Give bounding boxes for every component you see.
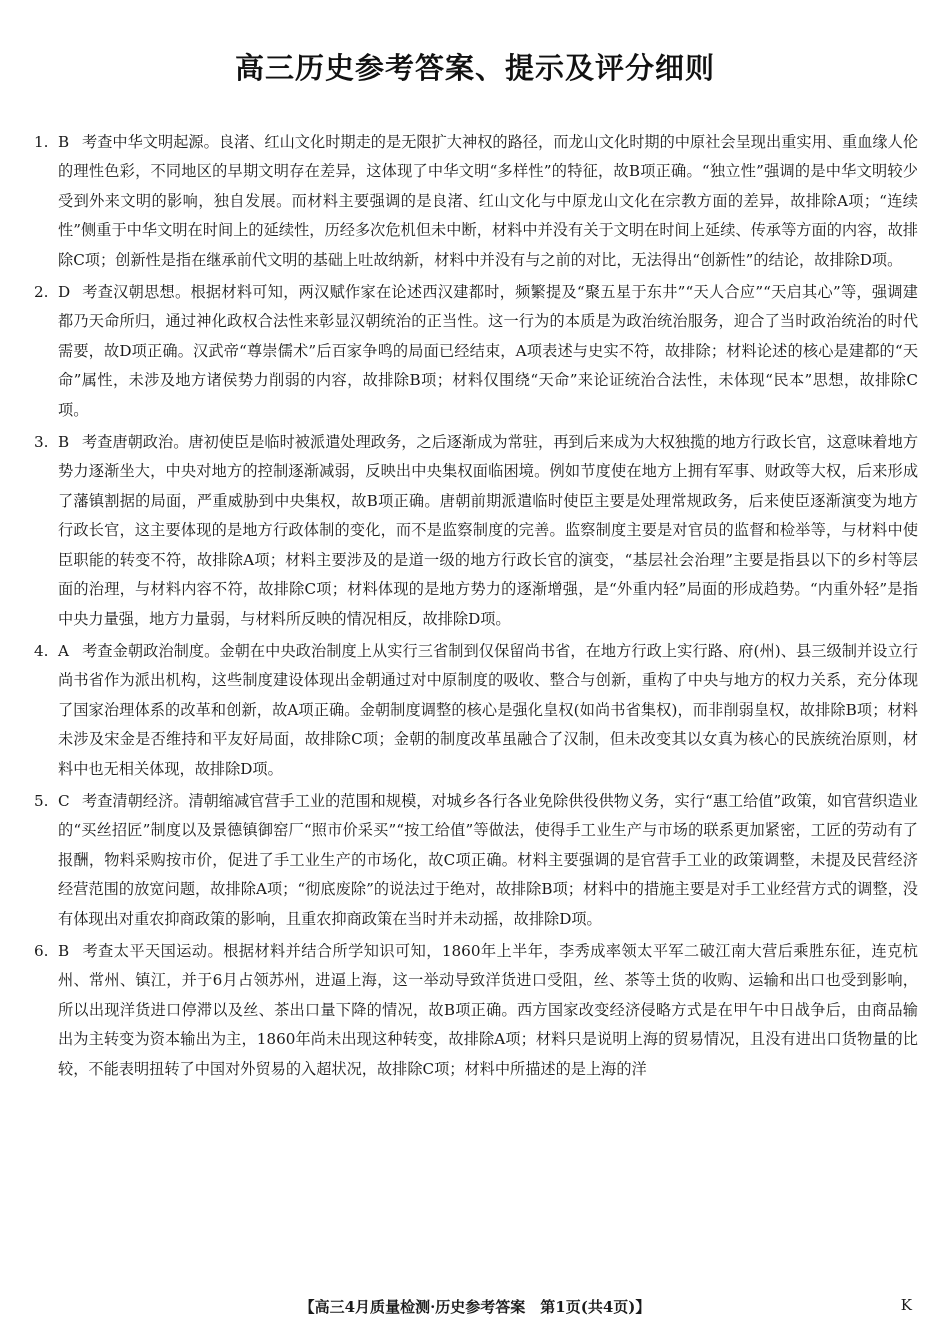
answer-item — [34, 787, 918, 934]
answer-letter: B — [58, 133, 70, 151]
explanation-text: 考查太平天国运动。根据材料并结合所学知识可知，1860年上半年，李秀成率领太平军二破江南大营后乘胜东征，连克杭州、常州、镇江，并于6月占领苏州，进逼上海，这一举动导致洋货进口受阻，丝、茶等土货的收购、运输和出口也受到影响，所以出现洋货进口停滞以及丝、茶出口量下降的情况，故B项正确。西方国家改变经济侵略方式是在甲午中日战争后，由商品输出为主转变为资本输出为主，1860年尚未出现这种转变，故排除A项；材料只是说明上海的贸易情况，且没有进出口货物量的比较，不能表明扭转了中国对外贸易的入超状况，故排除C项；材料中所描述的是上海的洋 — [58, 941, 918, 1078]
answer-list — [34, 128, 918, 1087]
version-code: K — [900, 1296, 912, 1314]
answer-item — [34, 128, 918, 275]
answer-letter: D — [58, 283, 71, 302]
question-number: 6. — [34, 941, 49, 960]
question-number: 5. — [34, 791, 49, 810]
answer-letter: B — [58, 433, 70, 452]
question-number: 4. — [34, 641, 49, 660]
explanation-text: 考查唐朝政治。唐初使臣是临时被派遣处理政务，之后逐渐成为常驻，再到后来成为大权独揽的地方行政长官，这意味着地方势力逐渐坐大，中央对地方的控制逐渐减弱，反映出中央集权面临困境。例如节度使在地方上拥有军事、财政等大权，后来形成了藩镇割据的局面，严重威胁到中央集权，故B项正确。唐朝前期派遣临时使臣主要是处理常规政务，后来使臣逐渐演变为地方行政长官，这主要体现的是地方行政体制的变化，而不是监察制度的完善。监察制度主要是对官员的监督和检举等，与材料中使臣职能的转变不符，故排除A项；材料主要涉及的是道一级的地方行政长官的演变，“基层社会治理”主要是指县以下的乡村等层面的治理，与材料内容不符，故排除C项；材料体现的是地方势力的逐渐增强，是“外重内轻”局面的形成趋势。“内重外轻”是指中央力量强，地方力量弱，与材料所反映的情况相反，故排除D项。 — [58, 433, 918, 628]
footer-label: 【高三4月质量检测·历史参考答案 第1页(共4页)】 — [299, 1298, 651, 1316]
answer-item — [34, 428, 918, 634]
answer-item — [34, 937, 918, 1084]
answer-item — [34, 278, 918, 425]
explanation-text: 考查清朝经济。清朝缩减官营手工业的范围和规模，对城乡各行各业免除供役供物义务，实行“惠工给值”政策，如官营织造业的“买丝招匠”制度以及景德镇御窑厂“照市价采买”“按工给值”等做法，使得手工业生产与市场的联系更加紧密，工匠的劳动有了报酬，物料采购按市价，促进了手工业生产的市场化，故C项正确。材料主要强调的是官营手工业的政策调整，未提及民营经济经营范围的放宽问题，故排除A项；“彻底废除”的说法过于绝对，故排除B项；材料中的措施主要是对手工业经营方式的调整，没有体现出对重农抑商政策的影响，且重农抑商政策在当时并未动摇，故排除D项。 — [58, 791, 918, 928]
answer-letter: A — [58, 641, 69, 660]
question-number: 3. — [34, 433, 49, 452]
explanation-text: 考查金朝政治制度。金朝在中央政治制度上从实行三省制到仅保留尚书省，在地方行政上实行路、府(州)、县三级制并设立行尚书省作为派出机构，这些制度建设体现出金朝通过对中原制度的吸收、整合与创新，重构了中央与地方的权力关系，充分体现了国家治理体系的改革和创新，故A项正确。金朝制度调整的核心是强化皇权(如尚书省集权)，而非削弱皇权，故排除B项；材料未涉及宋金是否维持和平友好局面，故排除C项；金朝的制度改革虽融合了汉制，但未改变其以女真为核心的民族统治原则，材料中也无相关体现，故排除D项。 — [58, 641, 918, 778]
explanation-text: 考查中华文明起源。良渚、红山文化时期走的是无限扩大神权的路径，而龙山文化时期的中原社会呈现出重实用、重血缘人伦的理性色彩，不同地区的早期文明存在差异，这体现了中华文明“多样性”的特征，故B项正确。“独立性”强调的是中华文明较少受到外来文明的影响，独自发展。而材料主要强调的是良渚、红山文化与中原龙山文化在宗教方面的差异，故排除A项；“连续性”侧重于中华文明在时间上的延续性，历经多次危机但未中断，材料中并没有关于文明在时间上延续、传承等方面的内容，故排除C项；创新性是指在继承前代文明的基础上吐故纳新，材料中并没有与之前的对比，无法得出“创新性”的结论，故排除D项。 — [58, 133, 918, 269]
question-number: 2. — [34, 283, 49, 302]
explanation-text: 考查汉朝思想。根据材料可知，两汉赋作家在论述西汉建都时，频繁提及“聚五星于东井”“天人合应”“天启其心”等，强调建都乃天命所归，通过神化政权合法性来彰显汉朝统治的正当性。这一行为的本质是为政治统治服务，迎合了当时政治统治的时代需要，故D项正确。汉武帝“尊崇儒术”后百家争鸣的局面已经结束，A项表述与史实不符，故排除；材料论述的核心是建都的“天命”属性，未涉及地方诸侯势力削弱的内容，故排除B项；材料仅围绕“天命”来论证统治合法性，未体现“民本”思想，故排除C项。 — [58, 283, 918, 419]
answer-item — [34, 637, 918, 784]
answer-letter: C — [58, 791, 70, 810]
answer-letter: B — [58, 941, 70, 960]
page-footer — [0, 1296, 950, 1320]
question-number: 1. — [34, 133, 49, 151]
page-title: 高三历史参考答案、提示及评分细则 — [234, 51, 715, 85]
